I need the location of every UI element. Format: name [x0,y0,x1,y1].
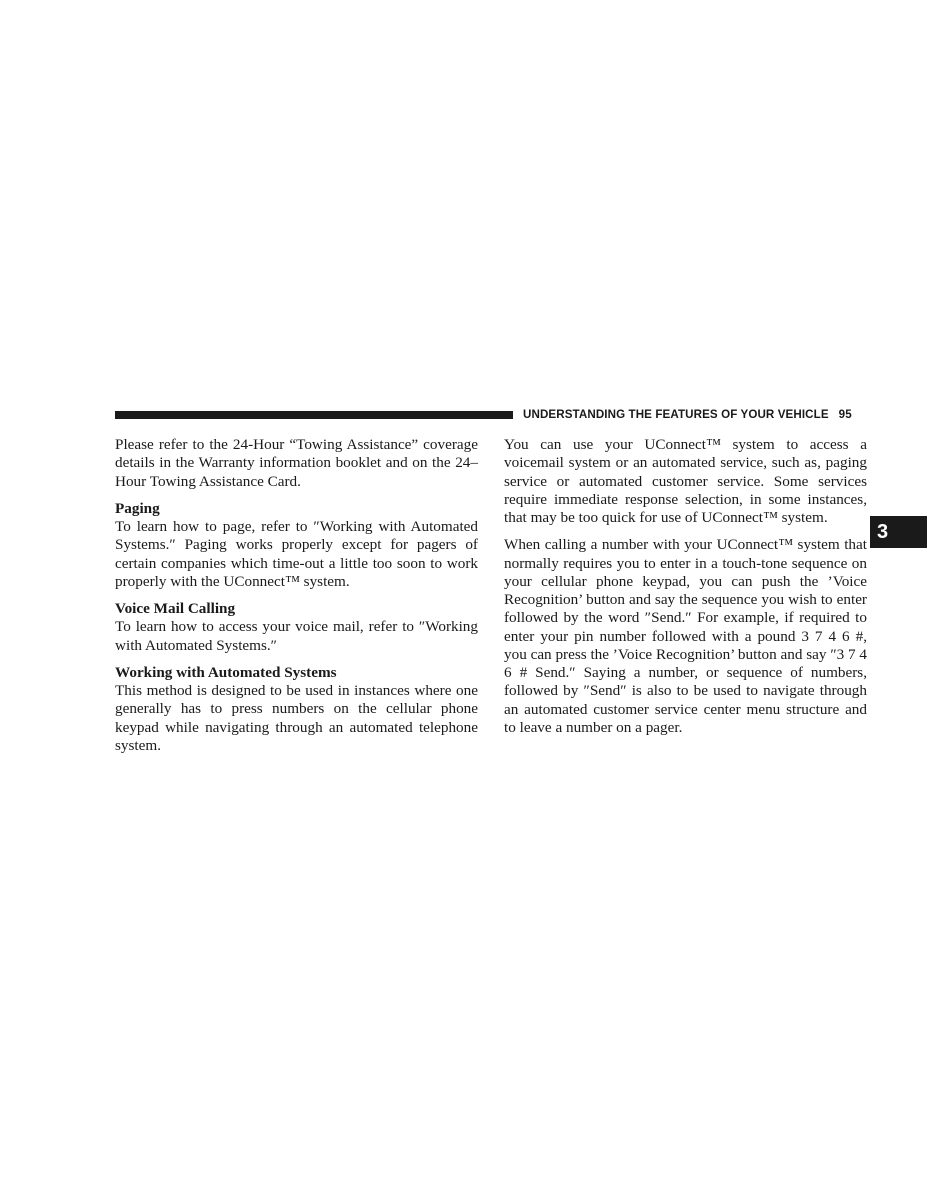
header-rule [115,411,513,419]
paging-heading: Paging [115,499,160,517]
towing-intro-paragraph: Please refer to the 24-Hour “Towing Assistance” coverage details in the Warranty information booklet and on the 24–Hour Towing Assistance Card. [115,436,478,490]
page-number: 95 [838,408,852,421]
chapter-tab: 3 [870,516,927,548]
voicemail-heading: Voice Mail Calling [115,600,236,617]
running-header [523,408,868,421]
automated-systems-paragraph: This method is designed to be used in instances where one generally has to press numbers on the cellular phone keypad while navigating through an automated telephone system. [115,682,478,754]
right-column [504,436,867,746]
voicemail-paragraph: To learn how to access your voice mail, refer to ″Working with Automated Systems.″ [115,618,478,654]
left-column [115,436,478,764]
touch-tone-paragraph: When calling a number with your UConnect™ system that normally requires you to enter in a touch-tone sequence on your cellular phone keypad, you can push the ’Voice Recognition’ button and say the sequence you wish to enter followed by the word ″Send.″ For example, if required to enter your pin number followed with a pound 3 7 4 6 #, you can press the ’Voice Recognition’ button and say ″3 7 4 6 # Send.″ Saying a number, or sequence of numbers, followed by ″Send″ is also to be used to navigate through an automated customer service center menu structure and to leave a number on a pager. [504,536,868,736]
section-title: UNDERSTANDING THE FEATURES OF YOUR VEHICLE [523,408,829,421]
paging-paragraph: To learn how to page, refer to ″Working with Automated Systems.″ Paging works properly except for pagers of certain companies which time-out a little too soon to work properly with the UConnect™ system. [115,518,478,590]
uconnect-access-paragraph: You can use your UConnect™ system to access a voicemail system or an automated service, such as, paging service or automated customer service. Some services require immediate response selection, in some instances, that may be too quick for use of UConnect™ system. [504,436,867,526]
automated-systems-heading: Working with Automated Systems [115,663,337,681]
